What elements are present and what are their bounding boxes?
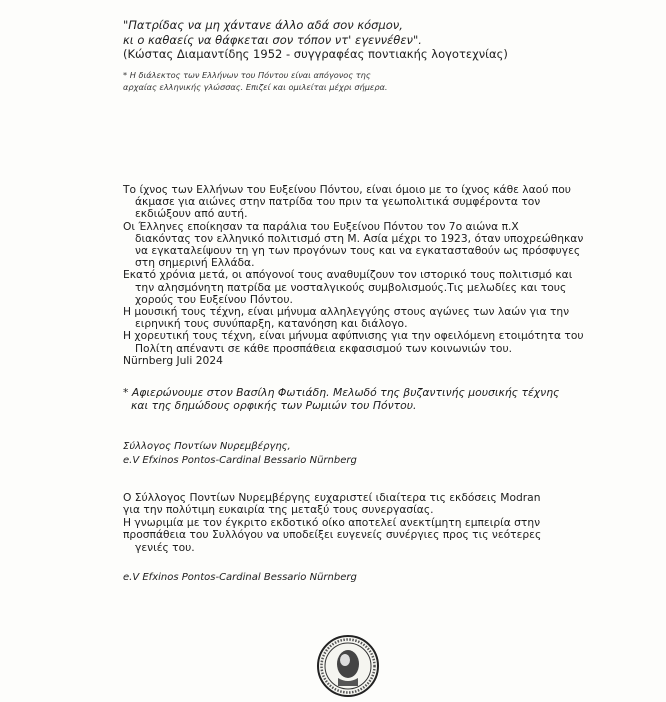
quote-attribution: (Κώστας Διαμαντίδης 1952 - συγγραφέας ποντιακής λογοτεχνίας) — [123, 47, 508, 62]
acknowledgement-line: προσπάθεια του Συλλόγου να υποδείξει ευγενείς συνέργιες προς τις νεότερες — [123, 528, 542, 542]
acknowledgement-line: για την πολύτιμη ευκαιρία της μεταξύ τους συνεργασίας. — [123, 503, 434, 517]
acknowledgement — [123, 492, 623, 554]
acknowledgement-line: γενιές του. — [135, 540, 195, 554]
main-text-line: Πολίτη απέναντι σε κάθε προσπάθεια εκφασισμού των κοινωνιών του. — [135, 341, 513, 355]
acknowledgement-line: Ο Σύλλογος Ποντίων Νυρεμβέργης ευχαριστεί ιδιαίτερα τις εκδόσεις Modran — [123, 491, 541, 504]
signature-block — [123, 440, 357, 468]
main-text — [123, 184, 643, 367]
main-text-line: διακόντας τον ελληνικό πολιτισμό στη Μ. Ασία μέχρι το 1923, όταν υποχρεώθηκαν — [135, 231, 584, 245]
main-text-line: Εκατό χρόνια μετά, οι απόγονοί τους αναθυμίζουν τον ιστορικό τους πολιτισμό και — [123, 268, 573, 282]
dialect-footnote — [123, 70, 388, 93]
signature-line: Σύλλογος Ποντίων Νυρεμβέργης, — [123, 441, 291, 452]
main-text-line: Η χορευτική τους τέχνη, είναι μήνυμα αφύπνισης για την οφειλόμενη ετοιμότητα του — [123, 329, 584, 343]
note-line: * Η διάλεκτος των Ελλήνων του Πόντου είναι απόγονος της — [123, 70, 371, 80]
main-text-line: ειρηνική τους συνύπαρξη, κατανόηση και διάλογο. — [135, 317, 408, 331]
main-text-line: Το ίχνος των Ελλήνων του Ευξείνου Πόντου, είναι όμοιο με το ίχνος κάθε λαού που — [123, 183, 571, 196]
signature-line: e.V Efxinos Pontos-Cardinal Bessario Nürnberg — [123, 455, 357, 466]
dedication — [123, 386, 559, 412]
dedication-line: * Αφιερώνουμε στον Βασίλη Φωτιάδη. Μελωδό της βυζαντινής μουσικής τέχνης — [123, 386, 560, 399]
main-text-line: Οι Έλληνες εποίκησαν τα παράλια του Ευξείνου Πόντου τον 7ο αιώνα π.Χ — [123, 219, 519, 233]
main-text-line: στη σημερινή Ελλάδα. — [135, 256, 255, 270]
quote-line: "Πατρίδας να μη χάντανε άλλο αδά σον κόσμον, — [123, 18, 403, 32]
acknowledgement-line: Η γνωριμία με τον έγκριτο εκδοτικό οίκο αποτελεί ανεκτίμητη εμπειρία στην — [123, 515, 541, 529]
main-text-line: εκδιώξουν από αυτή. — [135, 207, 248, 221]
epigraph-quote — [123, 18, 508, 62]
quote-line: κι ο καθαείς να θάφκεται σον τόπον ντ' εγεννέθεν". — [123, 32, 422, 47]
society-seal-icon — [316, 634, 380, 698]
main-text-line: Nürnberg Juli 2024 — [123, 353, 223, 367]
main-text-line: άκμασε για αιώνες στην πατρίδα του πριν τα γεωπολιτικά συμφέροντα τον — [135, 195, 541, 209]
closing-signature: e.V Efxinos Pontos-Cardinal Bessario Nürnberg — [123, 572, 357, 583]
dedication-line: και της δημώδους ορφικής των Ρωμιών του Πόντου. — [131, 399, 417, 412]
main-text-line: να εγκαταλείψουν τη γη των προγόνων τους και να εγκατασταθούν ως πρόσφυγες — [135, 244, 581, 258]
main-text-line: χορούς του Ευξείνου Πόντου. — [135, 292, 293, 306]
main-text-line: την αλησμόνητη πατρίδα με νοσταλγικούς συμβολισμούς.Τις μελωδίες και τους — [135, 280, 567, 294]
main-text-line: Η μουσική τους τέχνη, είναι μήνυμα αλληλεγγύης στους αγώνες των λαών για την — [123, 305, 570, 319]
note-line: αρχαίας ελληνικής γλώσσας. Επιζεί και ομιλείται μέχρι σήμερα. — [123, 81, 388, 92]
